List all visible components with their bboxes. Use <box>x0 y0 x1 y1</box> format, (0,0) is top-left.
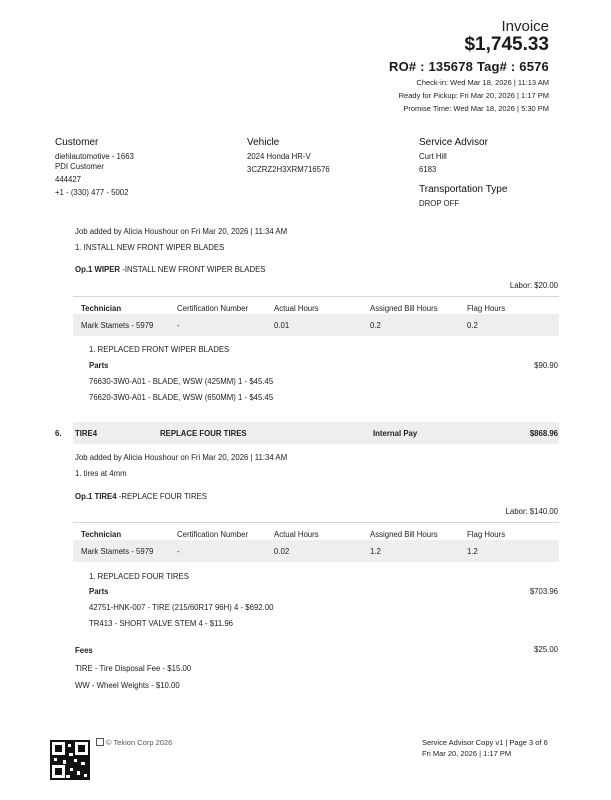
row-actual-hours: 0.02 <box>274 547 290 556</box>
part-line: 76630-3W0-A01 - BLADE, WSW (425MM) 1 - $45.45 <box>89 377 274 386</box>
pay-type: Internal Pay <box>373 429 418 438</box>
ro-number: RO# : 135678 <box>389 59 474 74</box>
row-flag-hours: 1.2 <box>467 547 478 556</box>
correction-text: 1. REPLACED FOUR TIRES <box>89 572 189 581</box>
col-technician: Technician <box>81 304 122 313</box>
part-line: 42751-HNK-007 - TIRE (215/60R17 96H) 4 - $692.00 <box>89 603 274 612</box>
operation-line <box>75 265 265 274</box>
copyright: © Tekion Corp 2026 <box>106 738 173 747</box>
job-instruction: 1. INSTALL NEW FRONT WIPER BLADES <box>75 243 225 252</box>
job-title: REPLACE FOUR TIRES <box>160 429 247 438</box>
row-technician: Mark Stamets - 5979 <box>81 547 154 556</box>
parts-total: $703.96 <box>529 587 558 596</box>
fees-total: $25.00 <box>534 645 558 654</box>
divider <box>73 296 559 297</box>
correction-text: 1. REPLACED FRONT WIPER BLADES <box>89 345 230 354</box>
fee-line: WW - Wheel Weights - $10.00 <box>75 681 180 690</box>
row-technician: Mark Stamets - 5979 <box>81 321 154 330</box>
vehicle-vin: 3CZRZ2H3XRM716576 <box>247 165 330 174</box>
vehicle-heading: Vehicle <box>247 137 280 148</box>
fee-line: TIRE - Tire Disposal Fee - $15.00 <box>75 664 192 673</box>
customer-phone: +1 - (330) 477 - 5002 <box>55 188 129 197</box>
job-added-note: Job added by Alicia Houshour on Fri Mar 20, 2026 | 11:34 AM <box>75 227 288 236</box>
row-assigned-hours: 1.2 <box>370 547 381 556</box>
qr-code <box>50 740 90 780</box>
advisor-heading: Service Advisor <box>419 137 488 148</box>
job-code: TIRE4 <box>75 429 98 438</box>
promise-time: Promise Time: Wed Mar 18, 2026 | 5:30 PM <box>403 104 549 113</box>
row-assigned-hours: 0.2 <box>370 321 381 330</box>
job-header-band <box>73 422 559 444</box>
customer-heading: Customer <box>55 137 99 148</box>
advisor-name: Curt Hill <box>419 152 447 161</box>
row-certification: - <box>177 321 180 330</box>
col-certification: Certification Number <box>177 304 249 313</box>
labor-amount: Labor: $140.00 <box>505 507 558 516</box>
ready-time: Ready for Pickup: Fri Mar 20, 2026 | 1:17 PM <box>398 91 549 100</box>
copy-info: Service Advisor Copy v1 | Page 3 of 6 <box>422 738 548 747</box>
col-flag-hours: Flag Hours <box>467 304 506 313</box>
col-actual-hours: Actual Hours <box>274 530 319 539</box>
job-amount: $868.96 <box>529 429 558 438</box>
operation-code: Op.1 TIRE4 <box>75 492 117 501</box>
operation-desc: -REPLACE FOUR TIRES <box>116 492 207 501</box>
invoice-total: $1,745.33 <box>464 34 549 55</box>
customer-name: diehlautomotive - 1663 <box>55 152 134 161</box>
divider <box>73 522 559 523</box>
job-number: 6. <box>55 429 62 438</box>
fees-label: Fees <box>75 646 93 655</box>
parts-label: Parts <box>89 587 109 596</box>
col-technician: Technician <box>81 530 122 539</box>
invoice-title: Invoice <box>501 18 549 35</box>
parts-label: Parts <box>89 361 109 370</box>
col-assigned-hours: Assigned Bill Hours <box>370 530 438 539</box>
col-assigned-hours: Assigned Bill Hours <box>370 304 438 313</box>
transport-heading: Transportation Type <box>419 184 508 195</box>
tekion-logo-icon <box>96 738 104 746</box>
col-certification: Certification Number <box>177 530 249 539</box>
parts-total: $90.90 <box>534 361 558 370</box>
col-flag-hours: Flag Hours <box>467 530 506 539</box>
tag-number: Tag# : 6576 <box>476 59 549 74</box>
job-instruction: 1. tires at 4mm <box>75 469 127 478</box>
part-line: TR413 - SHORT VALVE STEM 4 - $11.96 <box>89 619 234 628</box>
row-actual-hours: 0.01 <box>274 321 290 330</box>
customer-id: 444427 <box>55 175 82 184</box>
advisor-id: 6183 <box>419 165 437 174</box>
operation-code: Op.1 WIPER <box>75 265 121 274</box>
row-flag-hours: 0.2 <box>467 321 478 330</box>
col-actual-hours: Actual Hours <box>274 304 319 313</box>
labor-amount: Labor: $20.00 <box>509 281 558 290</box>
checkin-time: Check-in: Wed Mar 18, 2026 | 11:13 AM <box>416 78 549 87</box>
customer-type: PDI Customer <box>55 162 104 171</box>
part-line: 76620-3W0-A01 - BLADE, WSW (650MM) 1 - $45.45 <box>89 393 274 402</box>
print-time: Fri Mar 20, 2026 | 1:17 PM <box>422 749 512 758</box>
row-certification: - <box>177 547 180 556</box>
job-added-note: Job added by Alicia Houshour on Fri Mar 20, 2026 | 11:34 AM <box>75 453 288 462</box>
vehicle-model: 2024 Honda HR-V <box>247 152 311 161</box>
operation-desc: -INSTALL NEW FRONT WIPER BLADES <box>120 265 266 274</box>
transport-type: DROP OFF <box>419 199 460 208</box>
operation-line <box>75 492 207 501</box>
